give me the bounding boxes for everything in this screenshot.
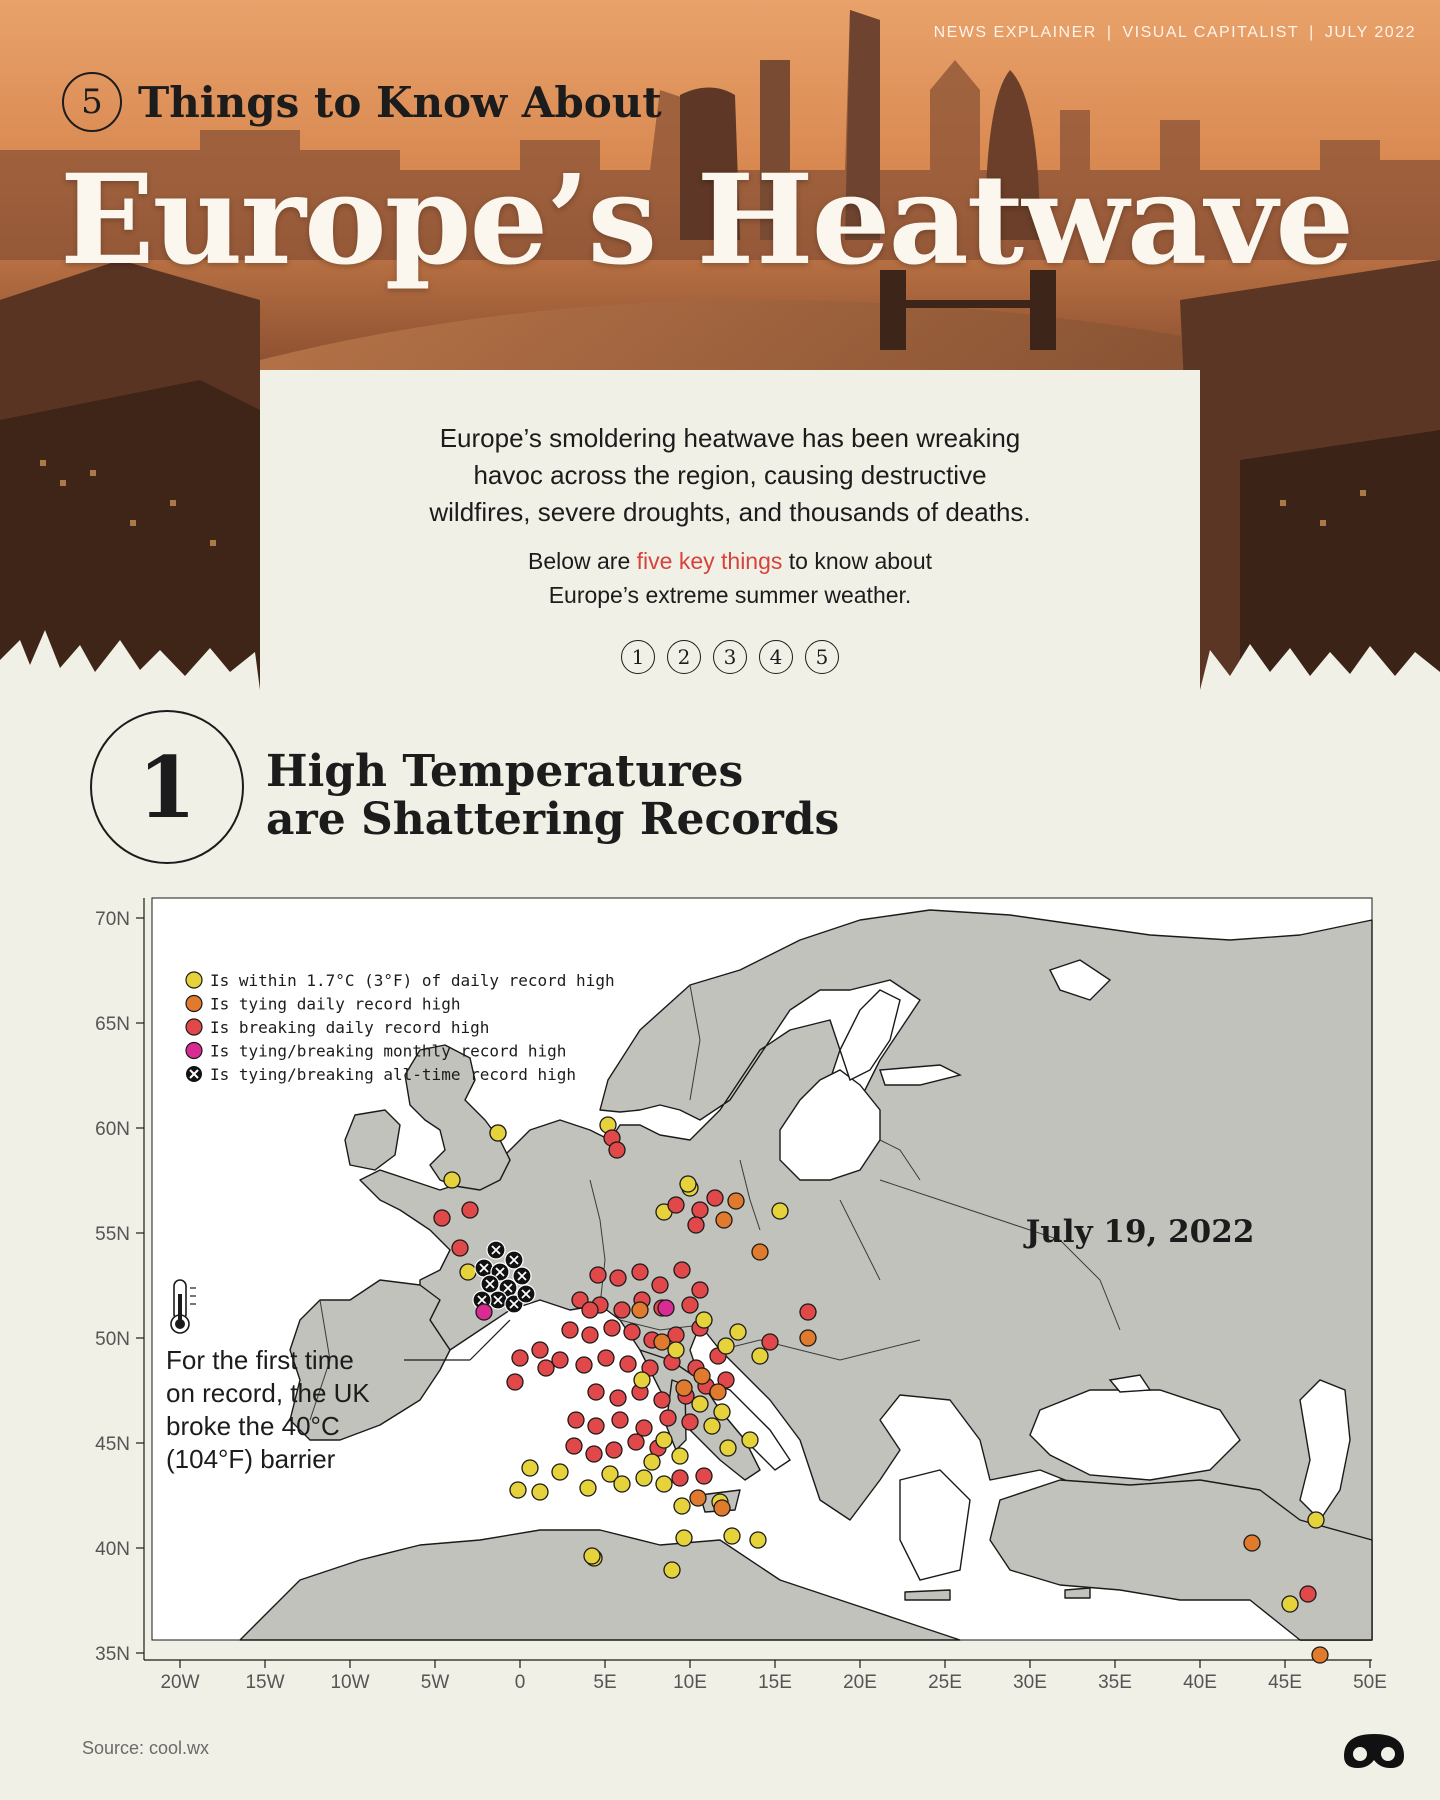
section-title bbox=[266, 748, 839, 844]
station-point-breaking bbox=[692, 1202, 708, 1218]
station-point-breaking bbox=[590, 1267, 606, 1283]
station-point-breaking bbox=[692, 1282, 708, 1298]
station-point-breaking bbox=[562, 1322, 578, 1338]
legend-label-breaking: Is breaking daily record high bbox=[210, 1018, 490, 1037]
latitude-ticks bbox=[95, 909, 144, 1665]
station-point-breaking bbox=[609, 1142, 625, 1158]
station-point-breaking bbox=[636, 1420, 652, 1436]
station-point-breaking bbox=[552, 1352, 568, 1368]
station-point-within bbox=[718, 1338, 734, 1354]
station-point-breaking bbox=[800, 1304, 816, 1320]
station-point-breaking bbox=[707, 1190, 723, 1206]
lon-tick-label: 5E bbox=[593, 1672, 617, 1693]
station-point-within bbox=[1308, 1512, 1324, 1528]
station-point-within bbox=[656, 1476, 672, 1492]
intro-lead-line-1: Europe’s smoldering heatwave has been wreaking bbox=[439, 423, 1021, 453]
station-point-breaking bbox=[588, 1384, 604, 1400]
lon-tick-label: 20E bbox=[843, 1672, 877, 1693]
station-point-within bbox=[490, 1125, 506, 1141]
legend-label-within: Is within 1.7°C (3°F) of daily record high bbox=[210, 971, 615, 990]
station-point-monthly bbox=[658, 1300, 674, 1316]
station-point-tying bbox=[728, 1193, 744, 1209]
station-point-breaking bbox=[654, 1392, 670, 1408]
station-point-within bbox=[636, 1470, 652, 1486]
crete bbox=[905, 1590, 950, 1600]
lon-tick-label: 25E bbox=[928, 1672, 962, 1693]
legend-swatch-breaking bbox=[186, 1019, 202, 1035]
station-point-within bbox=[460, 1264, 476, 1280]
station-point-breaking bbox=[512, 1350, 528, 1366]
station-point-tying bbox=[752, 1244, 768, 1260]
lat-tick-label: 40N bbox=[95, 1539, 130, 1560]
station-point-tying bbox=[690, 1490, 706, 1506]
station-point-breaking bbox=[682, 1414, 698, 1430]
lon-tick-label: 40E bbox=[1183, 1672, 1217, 1693]
station-point-tying bbox=[800, 1330, 816, 1346]
callout-line-4: (104°F) barrier bbox=[166, 1444, 336, 1474]
intro-card bbox=[260, 370, 1200, 730]
lon-tick-label: 20W bbox=[160, 1672, 200, 1693]
station-point-breaking bbox=[604, 1320, 620, 1336]
page-title: Europe’s Heatwave bbox=[60, 148, 1353, 293]
lon-tick-label: 35E bbox=[1098, 1672, 1132, 1693]
legend-swatch-tying bbox=[186, 996, 202, 1012]
station-point-breaking bbox=[682, 1297, 698, 1313]
intro-sub-highlight: five key things bbox=[636, 548, 783, 574]
station-point-within bbox=[614, 1476, 630, 1492]
station-point-breaking bbox=[660, 1410, 676, 1426]
station-point-breaking bbox=[614, 1302, 630, 1318]
lon-tick-label: 10W bbox=[330, 1672, 370, 1693]
topline-category: NEWS EXPLAINER bbox=[933, 24, 1097, 41]
station-point-breaking bbox=[507, 1374, 523, 1390]
lon-tick-label: 50E bbox=[1353, 1672, 1387, 1693]
callout-line-3: broke the 40°C bbox=[166, 1411, 340, 1441]
publisher-line: NEWS EXPLAINER | VISUAL CAPITALIST | JULY 2022 bbox=[933, 24, 1416, 41]
station-point-breaking bbox=[538, 1360, 554, 1376]
topline-date: JULY 2022 bbox=[1324, 24, 1416, 41]
station-point-within bbox=[676, 1530, 692, 1546]
station-point-within bbox=[532, 1484, 548, 1500]
station-point-breaking bbox=[688, 1217, 704, 1233]
station-point-within bbox=[634, 1372, 650, 1388]
station-point-within bbox=[672, 1448, 688, 1464]
station-point-breaking bbox=[1300, 1586, 1316, 1602]
legend-swatch-within bbox=[186, 972, 202, 988]
station-point-within bbox=[752, 1348, 768, 1364]
lat-tick-label: 35N bbox=[95, 1644, 130, 1665]
station-point-breaking bbox=[610, 1270, 626, 1286]
longitude-ticks bbox=[160, 1660, 1386, 1693]
station-point-within bbox=[724, 1528, 740, 1544]
station-point-within bbox=[644, 1454, 660, 1470]
section-number-badge: 1 bbox=[90, 710, 244, 864]
station-point-within bbox=[730, 1324, 746, 1340]
lon-tick-label: 15W bbox=[245, 1672, 285, 1693]
lat-tick-label: 45N bbox=[95, 1434, 130, 1455]
station-point-within bbox=[692, 1396, 708, 1412]
section-title-line-2: are Shattering Records bbox=[266, 794, 840, 845]
section-nav-4[interactable]: 4 bbox=[759, 640, 793, 674]
station-point-within bbox=[772, 1203, 788, 1219]
station-point-tying bbox=[1244, 1535, 1260, 1551]
legend-label-alltime: Is tying/breaking all-time record high bbox=[210, 1065, 577, 1084]
station-point-tying bbox=[710, 1384, 726, 1400]
lat-tick-label: 70N bbox=[95, 909, 130, 930]
station-point-breaking bbox=[606, 1442, 622, 1458]
station-point-tying bbox=[632, 1302, 648, 1318]
station-point-within bbox=[656, 1432, 672, 1448]
station-point-within bbox=[674, 1498, 690, 1514]
topline-publisher: VISUAL CAPITALIST bbox=[1122, 24, 1300, 41]
callout-line-2: on record, the UK bbox=[166, 1378, 370, 1408]
lat-tick-label: 65N bbox=[95, 1014, 130, 1035]
intro-lead-line-2: havoc across the region, causing destructive bbox=[473, 460, 987, 490]
section-nav-3[interactable]: 3 bbox=[713, 640, 747, 674]
legend-label-monthly: Is tying/breaking monthly record high bbox=[210, 1041, 567, 1061]
station-point-tying bbox=[654, 1334, 670, 1350]
lon-tick-label: 5W bbox=[420, 1672, 450, 1693]
station-point-tying bbox=[714, 1500, 730, 1516]
station-point-breaking bbox=[576, 1357, 592, 1373]
kicker bbox=[62, 72, 662, 132]
lon-tick-label: 10E bbox=[673, 1672, 707, 1693]
station-point-breaking bbox=[586, 1446, 602, 1462]
lon-tick-label: 45E bbox=[1268, 1672, 1302, 1693]
station-point-breaking bbox=[672, 1470, 688, 1486]
station-point-breaking bbox=[568, 1412, 584, 1428]
section-title-line-1: High Temperatures bbox=[266, 746, 744, 797]
lon-tick-label: 0 bbox=[514, 1672, 526, 1693]
kicker-text: Things to Know About bbox=[138, 77, 662, 127]
station-point-within bbox=[552, 1464, 568, 1480]
lon-tick-label: 15E bbox=[758, 1672, 792, 1693]
station-point-breaking bbox=[462, 1202, 478, 1218]
station-point-breaking bbox=[610, 1390, 626, 1406]
station-point-breaking bbox=[612, 1412, 628, 1428]
station-point-breaking bbox=[674, 1262, 690, 1278]
station-point-within bbox=[704, 1418, 720, 1434]
station-point-breaking bbox=[582, 1327, 598, 1343]
legend-swatch-monthly bbox=[186, 1043, 202, 1059]
intro-subtext bbox=[260, 544, 1200, 612]
station-point-breaking bbox=[566, 1438, 582, 1454]
station-point-within bbox=[510, 1482, 526, 1498]
station-point-breaking bbox=[434, 1210, 450, 1226]
section-nav-5[interactable]: 5 bbox=[805, 640, 839, 674]
station-point-breaking bbox=[668, 1197, 684, 1213]
station-point-breaking bbox=[452, 1240, 468, 1256]
station-point-within bbox=[522, 1460, 538, 1476]
section-nav bbox=[260, 640, 1200, 674]
station-point-within bbox=[750, 1532, 766, 1548]
station-point-within bbox=[714, 1404, 730, 1420]
map-svg bbox=[0, 880, 1440, 1700]
intro-sub-line-2: Europe’s extreme summer weather. bbox=[548, 582, 912, 608]
kicker-number-badge: 5 bbox=[62, 72, 122, 132]
lon-tick-label: 30E bbox=[1013, 1672, 1047, 1693]
intro-lead bbox=[260, 420, 1200, 531]
intro-sub-after: to know about bbox=[782, 548, 933, 574]
station-point-monthly bbox=[476, 1304, 492, 1320]
section-nav-2[interactable]: 2 bbox=[667, 640, 701, 674]
station-point-tying bbox=[1312, 1647, 1328, 1663]
station-point-breaking bbox=[632, 1264, 648, 1280]
cyprus bbox=[1065, 1588, 1090, 1598]
station-point-within bbox=[720, 1440, 736, 1456]
station-point-breaking bbox=[652, 1277, 668, 1293]
station-point-tying bbox=[716, 1212, 732, 1228]
station-point-tying bbox=[676, 1380, 692, 1396]
station-point-breaking bbox=[628, 1434, 644, 1450]
heat-record-map bbox=[0, 880, 1440, 1700]
source-note: Source: cool.wx bbox=[82, 1738, 210, 1758]
map-date: July 19, 2022 bbox=[1025, 1214, 1255, 1250]
station-point-breaking bbox=[624, 1324, 640, 1340]
lat-tick-label: 55N bbox=[95, 1224, 130, 1245]
station-point-breaking bbox=[582, 1302, 598, 1318]
callout-line-1: For the first time bbox=[166, 1345, 354, 1375]
station-point-breaking bbox=[588, 1418, 604, 1434]
station-point-breaking bbox=[532, 1342, 548, 1358]
station-point-within bbox=[580, 1480, 596, 1496]
station-point-within bbox=[680, 1176, 696, 1192]
intro-sub-before: Below are bbox=[527, 548, 637, 574]
station-point-within bbox=[664, 1562, 680, 1578]
lat-tick-label: 60N bbox=[95, 1119, 130, 1140]
station-point-breaking bbox=[598, 1350, 614, 1366]
station-point-tying bbox=[694, 1368, 710, 1384]
lat-tick-label: 50N bbox=[95, 1329, 130, 1350]
station-point-within bbox=[1282, 1596, 1298, 1612]
station-point-within bbox=[696, 1312, 712, 1328]
station-point-breaking bbox=[762, 1334, 778, 1350]
intro-lead-line-3: wildfires, severe droughts, and thousands of deaths. bbox=[429, 497, 1031, 527]
station-point-within bbox=[742, 1432, 758, 1448]
station-point-breaking bbox=[620, 1356, 636, 1372]
section-nav-1[interactable]: 1 bbox=[621, 640, 655, 674]
station-point-breaking bbox=[696, 1468, 712, 1484]
station-point-within bbox=[668, 1342, 684, 1358]
station-point-within bbox=[584, 1548, 600, 1564]
legend-label-tying: Is tying daily record high bbox=[210, 994, 461, 1014]
publisher-logo-icon bbox=[1340, 1728, 1408, 1772]
station-point-within bbox=[444, 1172, 460, 1188]
